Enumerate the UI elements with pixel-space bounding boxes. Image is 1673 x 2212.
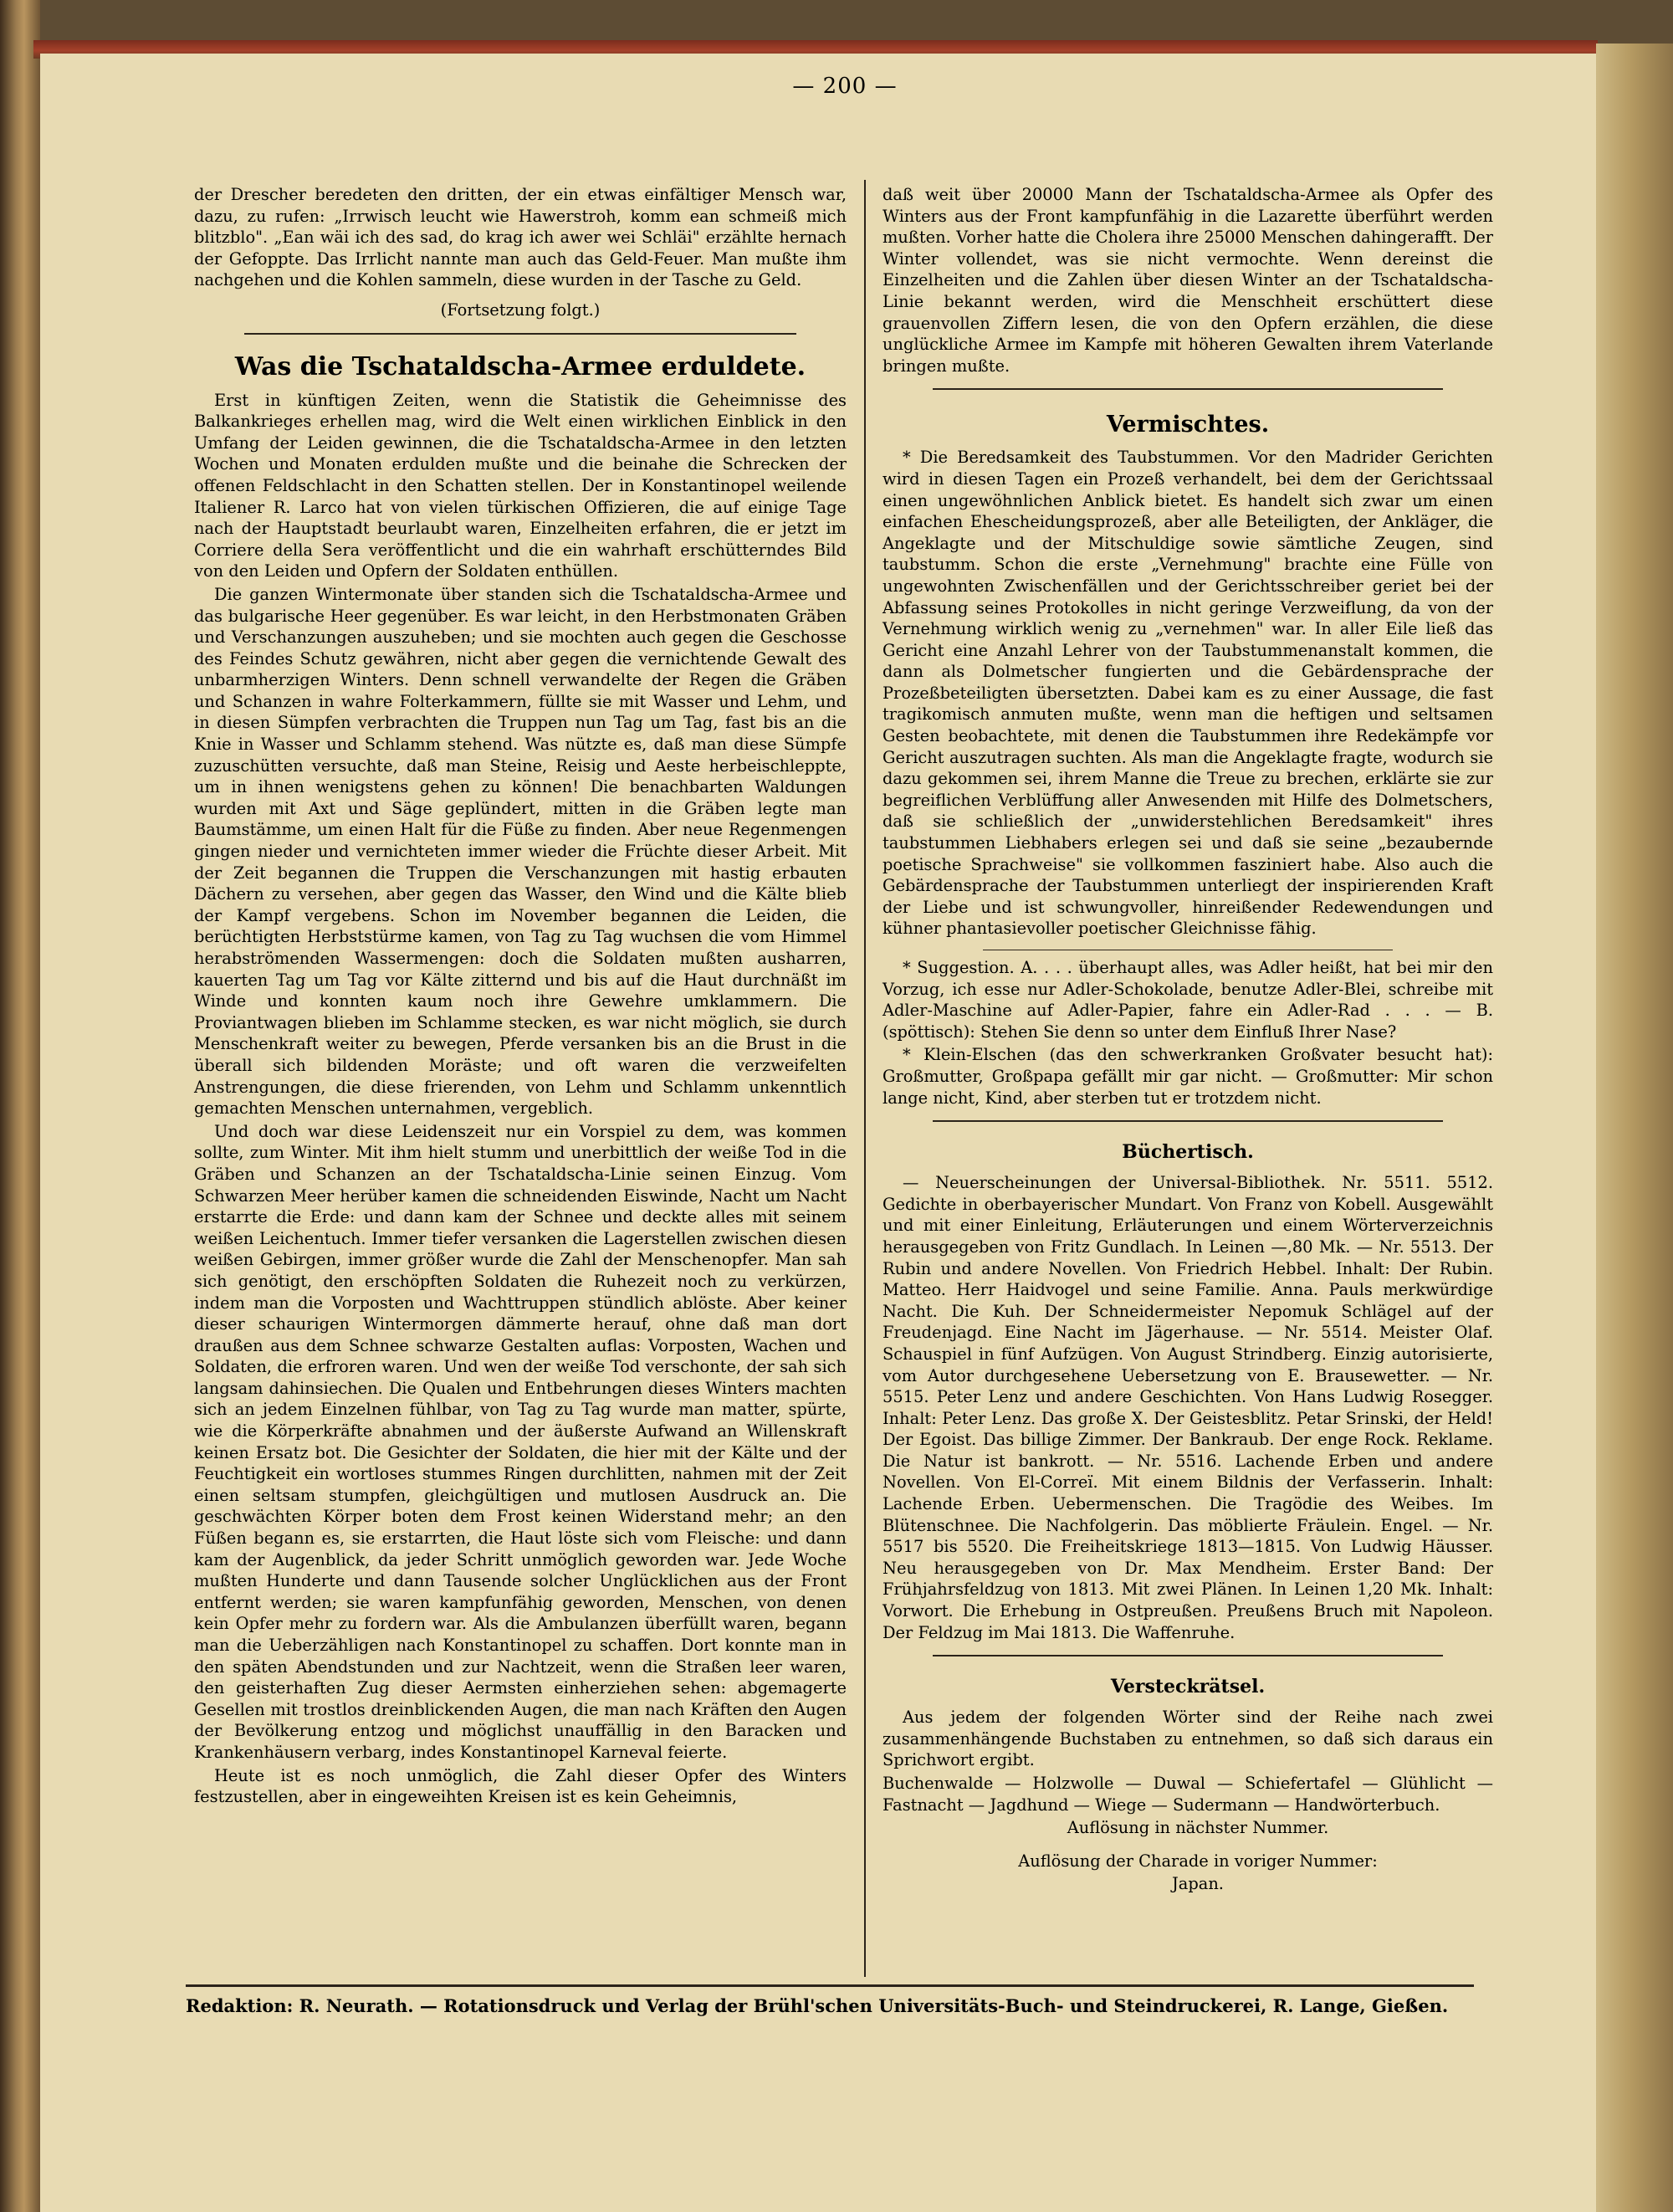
- miscellany-item: * Die Beredsamkeit des Taubstummen. Vor den Madrider Gerichten wird in diesen Tagen ein Prozeß verhandelt, bei dem der Gerichtssaal einen ungewöhnlichen Anblick bietet. Es handelt sich zwar um einen einfachen Ehescheidungsprozeß, aber alle Beteiligten, der Ankläger, die Angeklagte und der Mitschuldige sowie sämtliche Zeugen, sind taubstumm. Schon die erste „Vernehmung" brachte eine Fülle von ungewohnten Zwischenfällen und der Gerichtsschreiber geriet bei der Abfassung seines Protokolles in nicht geringe Verzweiflung, da von der Vernehmung wirklich wenig zu „vernehmen" war. In aller Eile ließ das Gericht eine Anzahl Lehrer von der Taubstummenanstalt kommen, die dann als Dolmetscher fungierten und die Gebärdensprache der Prozeßbeteiligten übersetzten. Dabei kam es zu einer Aussage, die fast tragikomisch anmuten mußte, wenn man die heftigen und seltsamen Gesten beobachtete, mit denen die Taubstummen ihre Redekämpfe vor Gericht auszutragen suchten. Als man die Angeklagte fragte, wodurch sie dazu gekommen sei, ihrem Manne die Treue zu brechen, erklärte sie zur begreiflichen Verblüffung aller Anwesenden mit Hilfe des Dolmetschers, daß sie schließlich der „unwiderstehlichen Beredsamkeit" ihres taubstummen Liebhabers erlegen sei und daß sie seine „bezaubernde poetische Sprachweise" sie vollkommen fasziniert habe. Also auch die Gebärdensprache der Taubstummen unterliegt der inspirierenden Kraft der Liebe und ist schwungvoller, hinreißender Redewendungen und kühner phantasievoller poetischer Gleichnisse fähig.: [883, 448, 1493, 939]
- section-divider: [933, 1120, 1443, 1122]
- story-ending: der Drescher beredeten den dritten, der ein etwas einfältiger Mensch war, dazu, zu rufen: „Irrwisch leucht wie Hawerstroh, komm ean schmeiß mich blitzblo". „Ean wäi ich des sad, do krag ich awer wei Schläi" erzählte hernach der Gefoppte. Das Irrlicht nannte man auch das Geld-Feuer. Man mußte ihm nachgehen und die Kohlen sammeln, diese wurden in der Tasche zu Geld.: [194, 185, 847, 290]
- article-continuation: daß weit über 20000 Mann der Tschataldscha-Armee als Opfer des Winters aus der Front kampfunfähig in die Lazarette überführt werden mußten. Vorher hatte die Cholera ihre 25000 Menschen dahingerafft. Der Winter vollendet, was sie nicht vermochte. Wenn dereinst die Einzelheiten und die Zahlen über diesen Winter an der Tschataldscha-Linie bekannt werden, wird die Menschheit erschüttert diese grauenvollen Ziffern lesen, die von den Opfern erzählen, die diese unglückliche Armee im Kampfe mit höheren Gewalten ihrem Vaterlande bringen mußte.: [883, 185, 1493, 376]
- article-paragraph: Und doch war diese Leidenszeit nur ein Vorspiel zu dem, was kommen sollte, zum Winter. Mit ihm hielt stumm und unerbittlich der weiße Tod in die Gräben und Schanzen an der Tschataldscha-Linie seinen Einzug. Vom Schwarzen Meer herüber kamen die schneidenden Eiswinde, Nacht um Nacht erstarrte die Erde: und dann kam der Schnee und deckte alles mit seinem weißen Leichentuch. Immer tiefer versanken die Lagerstellen zwischen diesen weißen Gebirgen, immer größer wurde die Zahl der Menschenopfer. Man sah sich genötigt, den erschöpften Soldaten die Ruhezeit noch zu verkürzen, indem man die Vorposten und Wachttruppen stündlich ablöste. Aber keiner dieser schaurigen Wintermorgen dämmerte herauf, ohne daß man dort draußen aus dem Schnee schwarze Gestalten auflas: Vorposten, Wachen und Soldaten, die erfroren waren. Und wen der weiße Tod verschonte, der sah sich langsam dahinsiechen. Die Qualen und Entbehrungen dieses Winters machten sich an jedem Einzelnen fühlbar, von Tag zu Tag wurde man matter, spürte, wie die Körperkräfte abnahmen und der äußerste Aufwand an Willenskraft keinen Ersatz bot. Die Gesichter der Soldaten, die hier mit der Kälte und der Feuchtigkeit ein wortloses stummes Ringen durchlitten, nahmen mit der Zeit einen seltsam stumpfen, gleichgültigen und mutlosen Ausdruck an. Die geschwächten Körper boten dem Frost keinen Widerstand mehr; an den Füßen begann es, sie erstarrten, die Haut löste sich vom Fleische: und dann kam der Augenblick, da jeder Schritt unmöglich geworden war. Jede Woche mußten Hunderte und dann Tausende solcher Unglücklichen aus der Front entfernt werden; sie waren kampfunfähig geworden, Menschen, von denen kein Opfer mehr zu fordern war. Als die Ambulanzen überfüllt waren, begann man die Ueberzähligen nach Konstantinopel zu schaffen. Dort konnte man in den späten Abendstunden und zur Nachtzeit, wenn die Straßen leer waren, den geisterhaften Zug dieser Aermsten einherziehen sehen: abgemagerte Gesellen mit trostlos dreinblickenden Augen, die man nach Kräften den Augen der Bevölkerung entzog und möglichst unauffällig in den Baracken und Krankenhäusern verbarg, indes Konstantinopel Karneval feierte.: [194, 1121, 847, 1762]
- footer-divider: [186, 1984, 1474, 1987]
- article-paragraph: Heute ist es noch unmöglich, die Zahl dieser Opfer des Winters festzustellen, aber in eingeweihten Kreisen ist es kein Geheimnis,: [194, 1765, 847, 1807]
- next-page-edge: [1596, 44, 1673, 2212]
- book-listing: — Neuerscheinungen der Universal-Bibliothek. Nr. 5511. 5512. Gedichte in oberbayerischer Mundart. Von Franz von Kobell. Ausgewählt und mit einer Einleitung, Erläuterungen und einem Wörterverzeichnis herausgegeben von Fritz Gundlach. In Leinen —,80 Mk. — Nr. 5513. Der Rubin und andere Novellen. Von Friedrich Hebbel. Inhalt: Der Rubin. Matteo. Herr Haidvogel und seine Familie. Anna. Pauls merkwürdige Nacht. Die Kuh. Der Schneidermeister Nepomuk Schlägel auf der Freudenjagd. Eine Nacht im Jägerhause. — Nr. 5514. Meister Olaf. Schauspiel in fünf Aufzügen. Von August Strindberg. Einzig autorisierte, vom Autor durchgesehene Uebersetzung von E. Brausewetter. — Nr. 5515. Peter Lenz und andere Geschichten. Von Hans Ludwig Rosegger. Inhalt: Peter Lenz. Das große X. Der Geistesblitz. Petar Srinski, der Held! Der Egoist. Das billige Zimmer. Der Bankraub. Der enge Rock. Reklame. Die Natur ist bankrott. — Nr. 5516. Lachende Erben und andere Novellen. Von El-Correï. Mit einem Bildnis der Verfasserin. Inhalt: Lachende Erben. Uebermenschen. Die Tragödie des Weibes. Im Blütenschnee. Die Nachfolgerin. Das möblierte Fräulein. Engel. — Nr. 5517 bis 5520. Die Freiheitskriege 1813—1815. Von Ludwig Häusser. Neu herausgegeben von Dr. Max Mendheim. Erster Band: Der Frühjahrsfeldzug von 1813. Mit zwei Plänen. In Leinen 1,20 Mk. Inhalt: Vorwort. Die Erhebung in Ostpreußen. Preußens Bruch mit Napoleon. Der Feldzug im Mai 1813. Die Waffenruhe.: [883, 1173, 1493, 1642]
- section-divider: [244, 333, 796, 335]
- section-divider: [933, 388, 1443, 390]
- puzzle-solution-hint: Auflösung in nächster Nummer.: [1067, 1818, 1329, 1838]
- book-spine: [0, 0, 40, 2212]
- puzzle-words: Buchenwalde — Holzwolle — Duwal — Schiefertafel — Glühlicht — Fastnacht — Jagdhund — Wiege — Sudermann — Handwörterbuch.: [883, 1774, 1493, 1815]
- imprint-footer: Redaktion: R. Neurath. — Rotationsdruck und Verlag der Brühl'schen Universitäts-Buch- und Steindruckerei, R. Lange, Gießen.: [186, 1995, 1449, 2016]
- section-title-buechertisch: Büchertisch.: [1122, 1141, 1254, 1164]
- article-title: Was die Tschataldscha-Armee erduldete.: [234, 351, 806, 381]
- section-divider: [933, 1655, 1443, 1656]
- puzzle-intro: Aus jedem der folgenden Wörter sind der Reihe nach zwei zusammenhängende Buchstaben zu entnehmen, so daß sich daraus ein Sprichwort ergibt.: [883, 1708, 1493, 1770]
- left-column: [194, 184, 847, 1810]
- section-title-raetsel: Versteckrätsel.: [1110, 1676, 1266, 1698]
- charade-solution-answer: Japan.: [1172, 1874, 1224, 1894]
- section-title-vermischtes: Vermischtes.: [1106, 412, 1270, 438]
- continuation-note: (Fortsetzung folgt.): [440, 300, 601, 320]
- charade-solution-title: Auflösung der Charade in voriger Nummer:: [1018, 1851, 1378, 1871]
- miscellany-item: * Klein-Elschen (das den schwerkranken Großvater besucht hat): Großmutter, Großpapa gefällt mir gar nicht. — Großmutter: Mir schon lange nicht, Kind, aber sterben tut er trotzdem nicht.: [883, 1045, 1493, 1108]
- page-number: — 200 —: [792, 74, 898, 99]
- article-paragraph: Erst in künftigen Zeiten, wenn die Statistik die Geheimnisse des Balkankrieges erhellen mag, wird die Welt einen wirklichen Einblick in den Umfang der Leiden gewinnen, die die Tschataldscha-Armee in den letzten Wochen und Monaten erdulden mußte und die beinahe die Schrecken der offenen Feldschlacht in den Schatten stellen. Der in Konstantinopel weilende Italiener R. Larco hat von vielen türkischen Offizieren, die auf einige Tage nach der Hauptstadt beurlaubt waren, Einzelheiten erfahren, die er jetzt im Corriere della Sera veröffentlicht und die ein wahrhaft erschütterndes Bild von den Leiden und Opfern der Soldaten enthüllen.: [194, 390, 847, 581]
- column-divider: [864, 180, 866, 1977]
- article-paragraph: Die ganzen Wintermonate über standen sich die Tschataldscha-Armee und das bulgarische Heer gegenüber. Es war leicht, in den Herbstmonaten Gräben und Verschanzungen auszuheben; und sie mochten auch gegen die Geschosse des Feindes Schutz gewähren, nicht aber gegen die vernichtende Gewalt des unbarmherzigen Winters. Denn schnell verwandelte der Regen die Gräben und Schanzen in wahre Folterkammern, füllte sie mit Wasser und Lehm, und in diesen Sümpfen verbrachten die Truppen nun Tag um Tag, fast bis an die Knie in Wasser und Schlamm stehend. Was nützte es, daß man diese Sümpfe zuzuschütten versuchte, daß man Steine, Reisig und Aeste herbeischleppte, um in ihnen wenigstens gehen zu können! Die benachbarten Waldungen wurden mit Axt und Säge geplündert, mitten in die Gräben legte man Baumstämme, um einen Halt für die Füße zu finden. Aber neue Regenmengen gingen nieder und vernichteten immer wieder die Früchte dieser Arbeit. Mit der Zeit begannen die Truppen die Verschanzungen mit hastig erbauten Dächern zu versehen, aber gegen das Wasser, den Wind und die Kälte blieb der Kampf vergebens. Schon im November begannen die Leiden, die berüchtigten Herbststürme kamen, von Tag zu Tag wuchsen die vom Himmel herabströmenden Wassermengen: doch die Soldaten mußten ausharren, kauerten Tag um Tag vor Kälte zitternd und bis auf die Haut durchnäßt im Winde und konnten kaum noch ihre Gewehre umklammern. Die Proviantwagen blieben im Schlamme stecken, es war nicht möglich, sie durch Menschenkraft weiter zu bewegen, Pferde versanken bis an die Brust in die überall sich bildenden Moräste; und oft waren die verzweifelten Anstrengungen, die diese frierenden, von Lehm und Schlamm unkenntlich gemachten Menschen unternahmen, vergeblich.: [194, 584, 847, 1119]
- miscellany-item: * Suggestion. A. . . . überhaupt alles, was Adler heißt, hat bei mir den Vorzug, ich esse nur Adler-Schokolade, benutze Adler-Blei, schreibe mit Adler-Maschine auf Adler-Papier, fahre ein Adler-Rad . . . — B. (spöttisch): Stehen Sie denn so unter dem Einfluß Ihrer Nase?: [883, 958, 1493, 1042]
- right-column: [883, 184, 1493, 1897]
